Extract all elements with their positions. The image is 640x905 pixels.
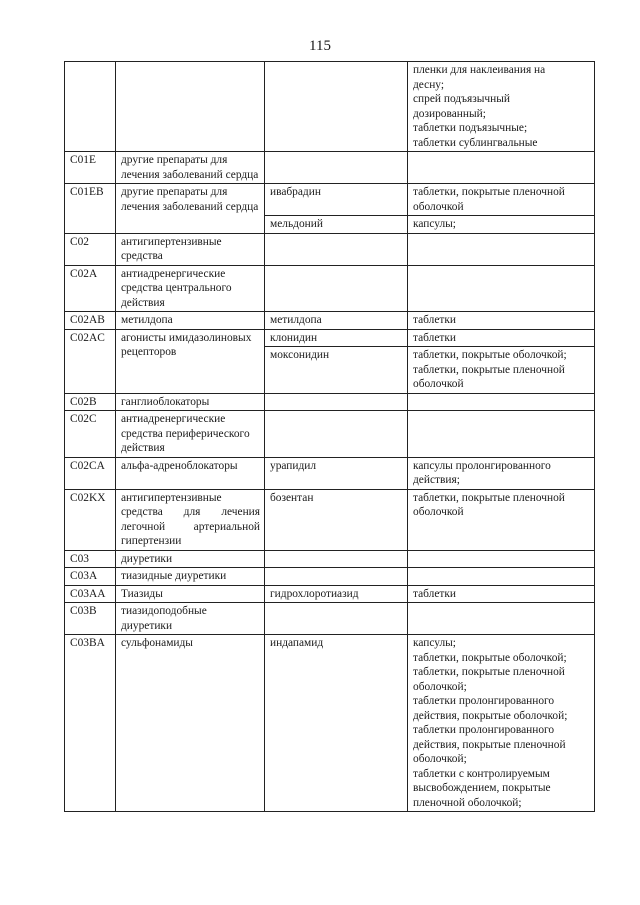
dosage-form-cell <box>408 411 595 458</box>
table-row <box>65 489 595 550</box>
dosage-form-line: таблетки пролонгированного <box>413 695 555 707</box>
drug-name-cell: метилдопа <box>265 312 408 330</box>
atc-code-cell: C02AB <box>65 312 116 330</box>
dosage-form-line: пленки для наклеивания на <box>413 64 546 76</box>
atc-code-cell: C01EB <box>65 184 116 234</box>
table-row <box>65 585 595 603</box>
dosage-form-line: оболочкой <box>413 200 464 213</box>
dosage-form-cell <box>408 347 595 394</box>
anatomical-group-cell: тиазидные диуретики <box>116 568 265 586</box>
drug-name-cell <box>265 411 408 458</box>
drug-name-cell <box>265 265 408 312</box>
table-row <box>65 184 595 216</box>
dosage-form-line: таблетки сублингвальные <box>413 136 538 149</box>
atc-code-cell: C02KX <box>65 489 116 550</box>
anatomical-group-cell: другие препараты для лечения заболеваний сердца <box>116 184 265 234</box>
atc-code-cell: C03A <box>65 568 116 586</box>
anatomical-group-cell: тиазидоподобные диуретики <box>116 603 265 635</box>
drug-name-cell <box>265 393 408 411</box>
dosage-form-line: дозированный; <box>413 107 486 120</box>
anatomical-group-cell: ганглиоблокаторы <box>116 393 265 411</box>
table-row <box>65 329 595 347</box>
page-number: 115 <box>309 38 331 54</box>
dosage-form-cell <box>408 568 595 586</box>
drug-name-cell <box>265 603 408 635</box>
drug-name-cell: бозентан <box>265 489 408 550</box>
dosage-form-cell <box>408 393 595 411</box>
dosage-form-line: десну; <box>413 78 444 91</box>
atc-code-cell: C03 <box>65 550 116 568</box>
dosage-form-cell <box>408 184 595 216</box>
dosage-form-line: таблетки <box>413 314 457 326</box>
dosage-form-line: таблетки, покрытые оболочкой; <box>413 651 567 664</box>
anatomical-group-cell: антигипертензивные средства <box>116 233 265 265</box>
dosage-form-line: таблетки, покрытые пленочной <box>413 363 565 376</box>
anatomical-group-cell: антиадренергические средства периферического действия <box>116 411 265 458</box>
drug-name-cell <box>265 568 408 586</box>
atc-code-cell: C03B <box>65 603 116 635</box>
drug-name-cell: мельдоний <box>265 216 408 234</box>
dosage-form-line: таблетки, покрытые пленочной <box>413 491 565 504</box>
dosage-form-line: капсулы пролонгированного <box>413 459 551 472</box>
table-row <box>65 457 595 489</box>
drug-name-cell <box>265 550 408 568</box>
dosage-form-line: таблетки <box>413 587 457 600</box>
atc-code-cell <box>65 62 116 152</box>
dosage-form-line: высвобождением, покрытые <box>413 782 551 794</box>
table-row <box>65 312 595 330</box>
dosage-form-line: оболочкой <box>413 378 464 390</box>
dosage-form-line: капсулы; <box>413 218 456 230</box>
dosage-form-line: действия, покрытые пленочной <box>413 738 566 751</box>
atc-code-cell: C03AA <box>65 585 116 603</box>
atc-code-cell: C02 <box>65 233 116 265</box>
table-row <box>65 635 595 812</box>
dosage-form-line: оболочкой; <box>413 753 467 765</box>
table-row <box>65 265 595 312</box>
dosage-form-line: таблетки, покрытые оболочкой; <box>413 349 567 361</box>
table-row <box>65 62 595 152</box>
dosage-form-line: таблетки, покрытые пленочной <box>413 666 565 678</box>
anatomical-group-cell: другие препараты для лечения заболеваний сердца <box>116 152 265 184</box>
dosage-form-line: оболочкой; <box>413 680 467 693</box>
anatomical-group-cell: агонисты имидазолиновых рецепторов <box>116 329 265 393</box>
anatomical-group-cell: антиадренергические средства центрального действия <box>116 265 265 312</box>
atc-code-cell: C02CA <box>65 457 116 489</box>
dosage-form-cell <box>408 233 595 265</box>
dosage-form-line: таблетки <box>413 331 457 344</box>
table-body <box>65 62 595 812</box>
table-row <box>65 152 595 184</box>
dosage-form-cell <box>408 265 595 312</box>
dosage-form-line: таблетки с контролируемым <box>413 767 550 780</box>
dosage-form-cell <box>408 603 595 635</box>
dosage-form-cell <box>408 489 595 550</box>
dosage-form-line: действия, покрытые оболочкой; <box>413 709 568 722</box>
atc-code-cell: C02A <box>65 265 116 312</box>
atc-code-cell: C02AC <box>65 329 116 393</box>
dosage-form-cell <box>408 329 595 347</box>
dosage-form-cell <box>408 585 595 603</box>
drug-name-cell: гидрохлоротиазид <box>265 585 408 603</box>
table-row <box>65 233 595 265</box>
anatomical-group-cell <box>116 62 265 152</box>
table-row <box>65 411 595 458</box>
table-row <box>65 603 595 635</box>
dosage-form-line: таблетки подъязычные; <box>413 122 528 134</box>
dosage-form-cell <box>408 62 595 152</box>
table-row <box>65 550 595 568</box>
atc-code-cell: C02B <box>65 393 116 411</box>
anatomical-group-cell: диуретики <box>116 550 265 568</box>
anatomical-group-cell: антигипертензивные средства для лечения легочной артериальной гипертензии <box>116 489 265 550</box>
drug-name-cell <box>265 233 408 265</box>
dosage-form-cell <box>408 312 595 330</box>
anatomical-group-cell: метилдопа <box>116 312 265 330</box>
dosage-form-line: пленочной оболочкой; <box>413 796 522 809</box>
atc-code-cell: C01E <box>65 152 116 184</box>
dosage-form-line: капсулы; <box>413 637 456 649</box>
dosage-form-cell <box>408 457 595 489</box>
drug-name-cell: урапидил <box>265 457 408 489</box>
dosage-form-cell <box>408 635 595 812</box>
atc-code-cell: C02C <box>65 411 116 458</box>
drug-name-cell: клонидин <box>265 329 408 347</box>
drug-name-cell <box>265 62 408 152</box>
drug-table <box>64 61 595 812</box>
dosage-form-line: таблетки пролонгированного <box>413 724 555 736</box>
anatomical-group-cell: альфа-адреноблокаторы <box>116 457 265 489</box>
atc-code-cell: C03BA <box>65 635 116 812</box>
dosage-form-line: таблетки, покрытые пленочной <box>413 186 565 198</box>
dosage-form-line: оболочкой <box>413 506 464 518</box>
drug-name-cell: индапамид <box>265 635 408 812</box>
drug-name-cell: моксонидин <box>265 347 408 394</box>
dosage-form-cell <box>408 216 595 234</box>
table-row <box>65 568 595 586</box>
dosage-form-cell <box>408 550 595 568</box>
dosage-form-cell <box>408 152 595 184</box>
dosage-form-line: спрей подъязычный <box>413 93 510 105</box>
anatomical-group-cell: сульфонамиды <box>116 635 265 812</box>
anatomical-group-cell: Тиазиды <box>116 585 265 603</box>
dosage-form-line: действия; <box>413 474 460 486</box>
drug-name-cell <box>265 152 408 184</box>
drug-name-cell: ивабрадин <box>265 184 408 216</box>
table-row <box>65 393 595 411</box>
